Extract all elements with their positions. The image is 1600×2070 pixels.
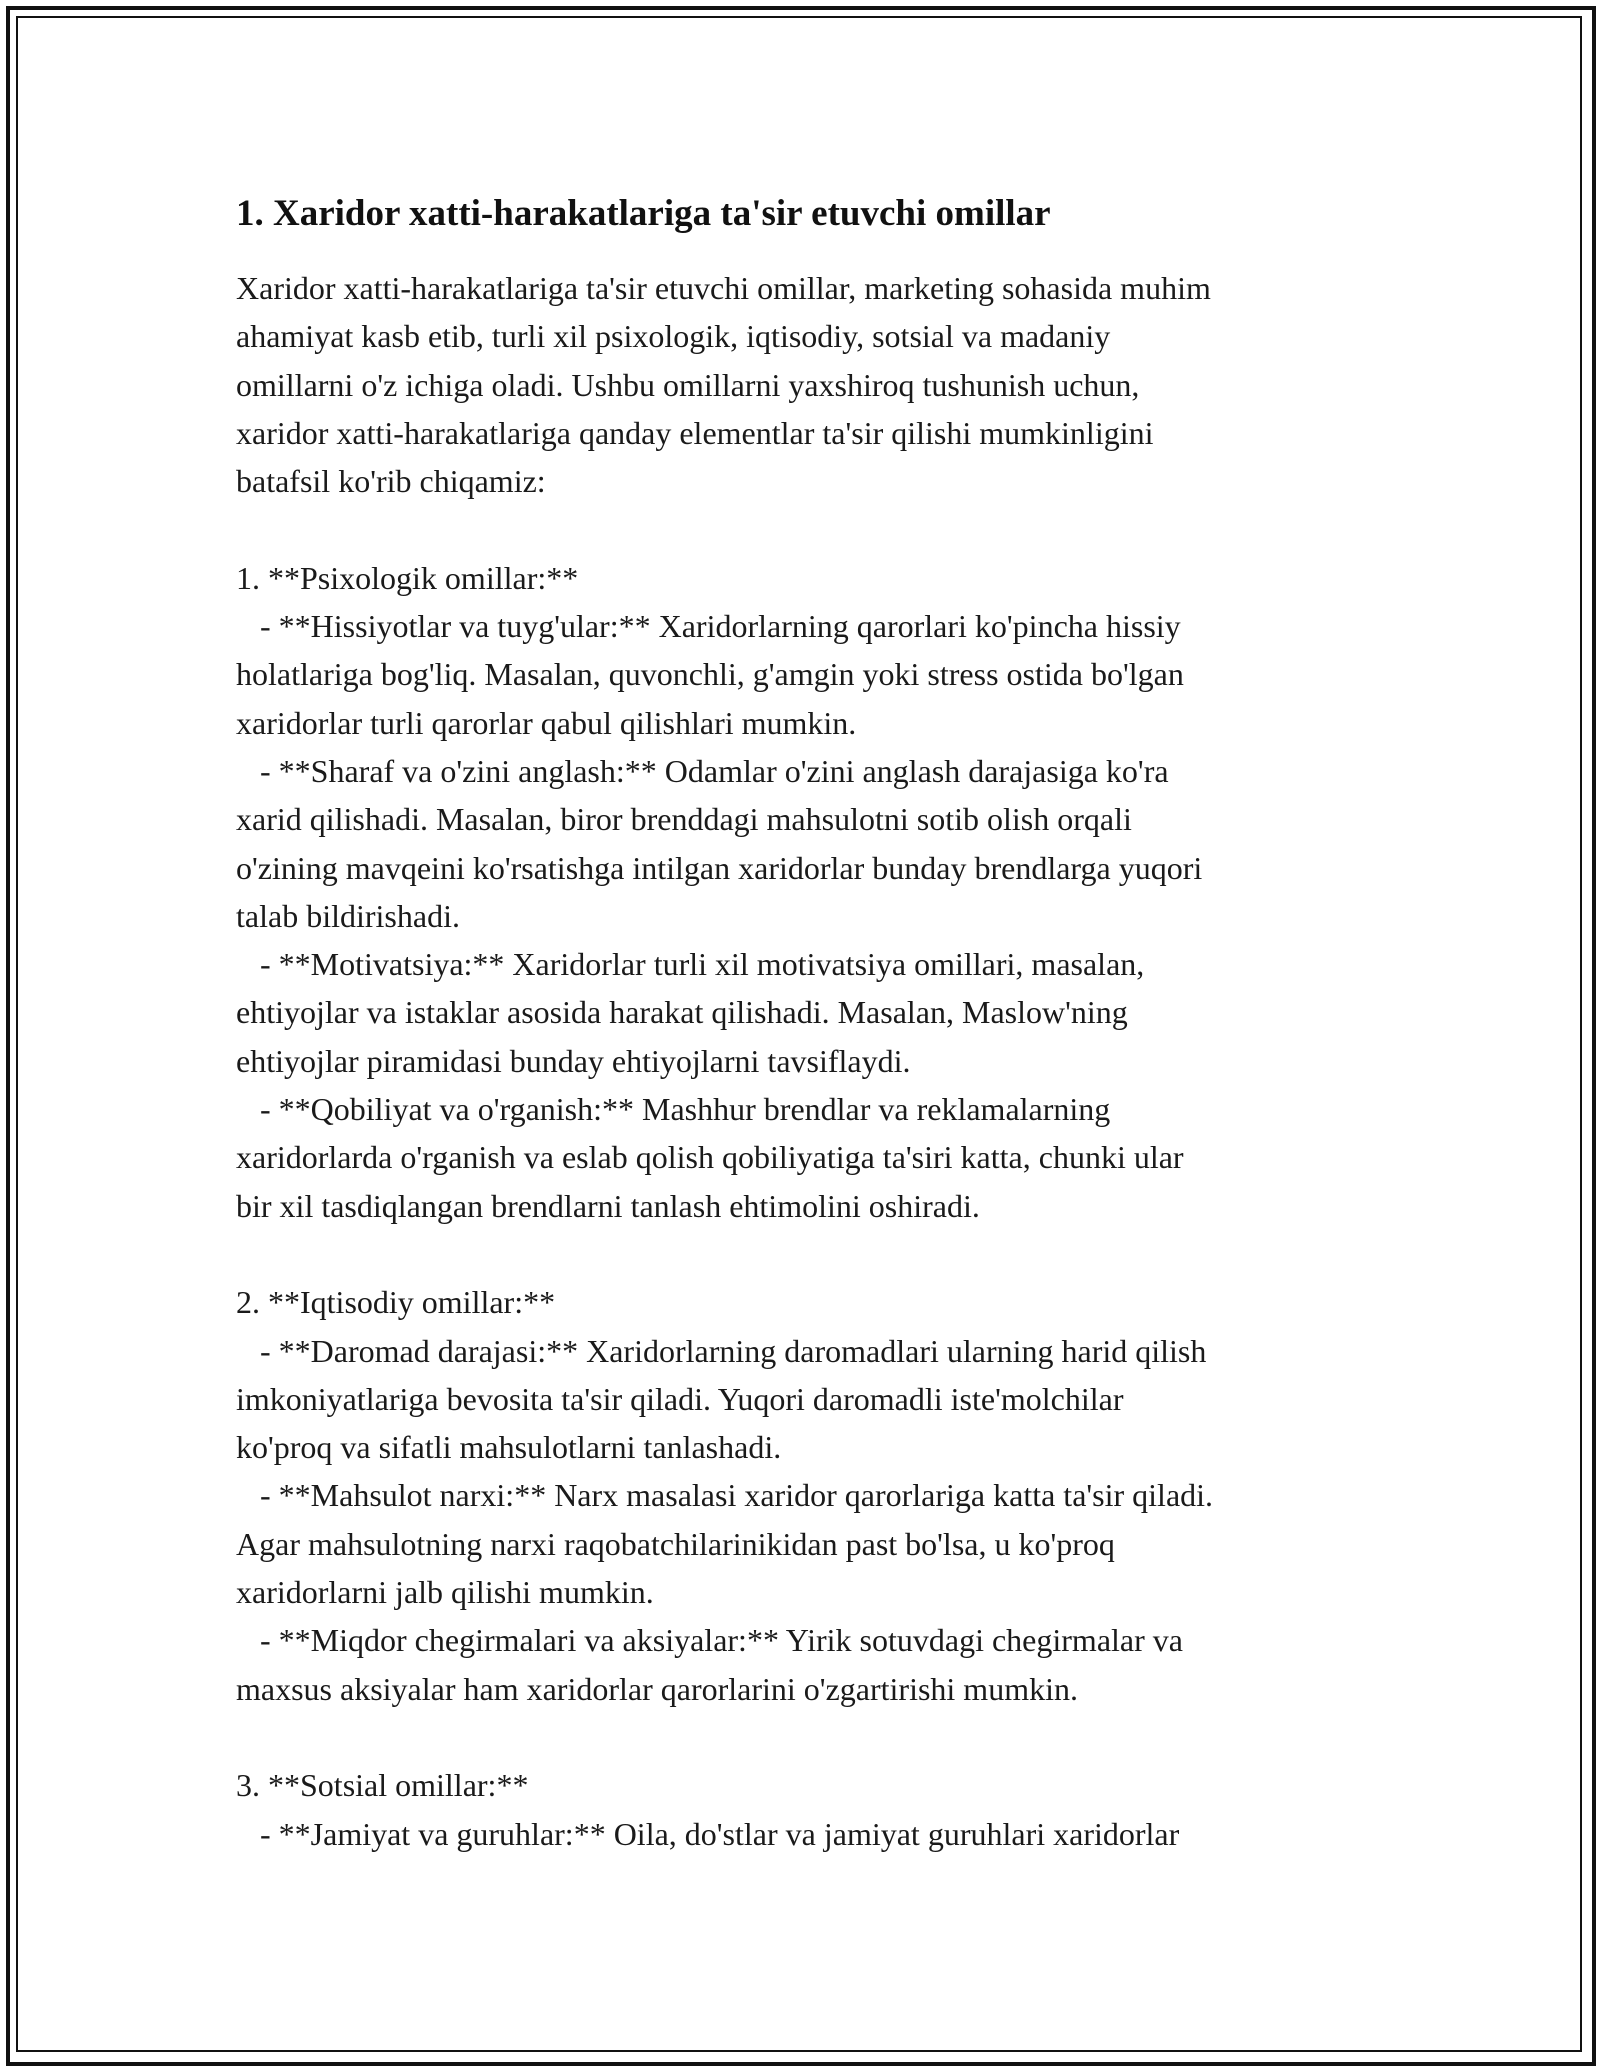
text-line: - **Qobiliyat va o'rganish:** Mashhur brendlar va reklamalarning bbox=[236, 1091, 1111, 1128]
blank-line bbox=[236, 1713, 1376, 1761]
text-line: xaridorlar turli qarorlar qabul qilishlari mumkin. bbox=[236, 704, 857, 741]
text-line: ahamiyat kasb etib, turli xil psixologik, iqtisodiy, sotsial va madaniy bbox=[236, 318, 1111, 355]
text-line: Xaridor xatti-harakatlariga ta'sir etuvchi omillar, marketing sohasida muhim bbox=[236, 270, 1211, 306]
text-line: 3. **Sotsial omillar:** bbox=[236, 1767, 529, 1804]
text-line: talab bildirishadi. bbox=[236, 897, 460, 934]
text-line: bir xil tasdiqlangan brendlarni tanlash ehtimolini oshiradi. bbox=[236, 1187, 980, 1224]
text-line: 1. **Psixologik omillar:** bbox=[236, 559, 579, 596]
text-line: o'zining mavqeini ko'rsatishga intilgan xaridorlar bunday brendlarga yuqori bbox=[236, 849, 1203, 886]
blank-line bbox=[236, 1230, 1376, 1278]
document-page bbox=[236, 186, 1376, 1858]
text-line: xarid qilishadi. Masalan, biror brenddagi mahsulotni sotib olish orqali bbox=[236, 801, 1132, 838]
text-line: ko'proq va sifatli mahsulotlarni tanlashadi. bbox=[236, 1429, 782, 1466]
text-line: xaridor xatti-harakatlariga qanday elementlar ta'sir qilishi mumkinligini bbox=[236, 414, 1154, 451]
text-line: - **Miqdor chegirmalari va aksiyalar:** Yirik sotuvdagi chegirmalar va bbox=[236, 1622, 1183, 1659]
text-line: 2. **Iqtisodiy omillar:** bbox=[236, 1284, 556, 1321]
text-line: maxsus aksiyalar ham xaridorlar qarorlarini o'zgartirishi mumkin. bbox=[236, 1670, 1078, 1707]
document-body bbox=[236, 264, 1376, 1858]
text-line: xaridorlarda o'rganish va eslab qolish qobiliyatiga ta'siri katta, chunki ular bbox=[236, 1139, 1184, 1176]
text-line: imkoniyatlariga bevosita ta'sir qiladi. Yuqori daromadli iste'molchilar bbox=[236, 1380, 1124, 1417]
text-line: holatlariga bog'liq. Masalan, quvonchli, g'amgin yoki stress ostida bo'lgan bbox=[236, 656, 1184, 693]
text-line: - **Mahsulot narxi:** Narx masalasi xaridor qarorlariga katta ta'sir qiladi. bbox=[236, 1477, 1214, 1514]
text-line: omillarni o'z ichiga oladi. Ushbu omillarni yaxshiroq tushunish uchun, bbox=[236, 366, 1140, 403]
document-title: 1. Xaridor xatti-harakatlariga ta'sir etuvchi omillar bbox=[236, 193, 1051, 234]
text-line: - **Hissiyotlar va tuyg'ular:** Xaridorlarning qarorlari ko'pincha hissiy bbox=[236, 608, 1181, 645]
text-line: xaridorlarni jalb qilishi mumkin. bbox=[236, 1574, 654, 1611]
blank-line bbox=[236, 505, 1376, 553]
text-line: - **Sharaf va o'zini anglash:** Odamlar o'zini anglash darajasiga ko'ra bbox=[236, 752, 1169, 789]
text-line: batafsil ko'rib chiqamiz: bbox=[236, 463, 546, 500]
text-line: ehtiyojlar piramidasi bunday ehtiyojlarni tavsiflaydi. bbox=[236, 1042, 911, 1079]
text-line: - **Daromad darajasi:** Xaridorlarning daromadlari ularning harid qilish bbox=[236, 1332, 1207, 1369]
text-line: - **Jamiyat va guruhlar:** Oila, do'stlar va jamiyat guruhlari xaridorlar bbox=[236, 1815, 1180, 1852]
text-line: ehtiyojlar va istaklar asosida harakat qilishadi. Masalan, Maslow'ning bbox=[236, 994, 1128, 1031]
text-line: - **Motivatsiya:** Xaridorlar turli xil motivatsiya omillari, masalan, bbox=[236, 946, 1145, 983]
text-line: Agar mahsulotning narxi raqobatchilarinikidan past bo'lsa, u ko'proq bbox=[236, 1525, 1115, 1562]
